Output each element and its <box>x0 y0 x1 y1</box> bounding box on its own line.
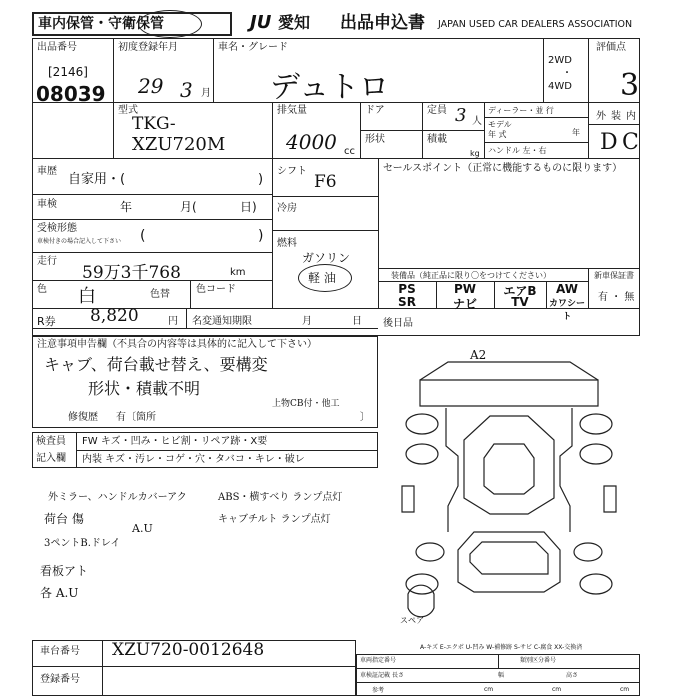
fuel-gasoline: ガソリン <box>302 251 351 265</box>
doors-label: ドア <box>365 105 385 116</box>
diagram-mark: A2 <box>470 348 487 362</box>
legend-length: 長さ <box>392 672 405 679</box>
shift-label: シフト <box>277 166 307 177</box>
type-line2: XZU720M <box>132 134 226 155</box>
drive-4wd: 4WD <box>548 81 572 92</box>
legend-vehicle-number: 車両指定番号 <box>360 657 397 664</box>
registration-month-unit: 月 <box>201 88 211 99</box>
equip-kawa-seat: カワシート <box>548 299 585 322</box>
storage-label: 車内保管・守衛保管 <box>38 16 164 32</box>
legend-class-number: 類別区分番号 <box>520 657 557 664</box>
dealer-year-unit: 年 <box>572 128 580 137</box>
registration-label: 初度登録年月 <box>118 42 178 53</box>
shift-value: F6 <box>314 172 337 192</box>
drive-2wd: 2WD <box>548 55 572 66</box>
dealer-year-label: 年 式 <box>488 130 507 139</box>
inspection-day: 日) <box>240 200 257 214</box>
equip-ps: PS <box>398 282 416 296</box>
inspector-note-1: 外ミラー、ハンドルカバーアク <box>48 492 187 503</box>
lot-number: 08039 <box>36 82 106 106</box>
exterior-grade: D <box>600 130 618 155</box>
logo-text: 愛知 <box>278 13 311 32</box>
recycle-label: R券 <box>37 315 56 328</box>
inspector-note-8: 各 A.U <box>40 586 79 600</box>
mileage-value: 59万3千768 <box>82 263 181 283</box>
fuel-selected-circle <box>298 264 352 292</box>
color-label: 色 <box>37 284 47 295</box>
color-swap-label: 色替 <box>150 289 170 300</box>
legend-width: 幅 <box>498 672 505 679</box>
shape-label: 形状 <box>365 134 385 145</box>
lot-label: 出品番号 <box>37 42 77 53</box>
inspector-entry-label: 記入欄 <box>36 453 66 464</box>
color-code-label: 色コード <box>196 284 236 295</box>
legend-reference: 参考 <box>372 687 385 694</box>
legend-line1: A-キズ E-エクボ U-凹み W-補修跡 S-サビ C-腐食 XX-交換済 <box>420 644 583 651</box>
inspector-exterior-row: FW キズ・凹み・ヒビ割・リペア跡・X要 <box>82 436 268 447</box>
sales-point-label: セールスポイント（正常に機能するものに限ります） <box>383 163 623 174</box>
fuel-diesel: 軽 油 <box>308 271 336 285</box>
inspection-label: 車検 <box>37 199 57 210</box>
repair-close: 〕 <box>360 412 370 423</box>
interior-label: 内 <box>626 111 636 122</box>
equip-sr: SR <box>398 295 416 309</box>
receive-label: 受検形態 <box>37 223 77 234</box>
logo-mark: JU <box>250 12 272 33</box>
exterior-label: 外 <box>596 111 606 122</box>
notes-label: 注意事項申告欄（不具合の内容等は具体的に記入して下さい） <box>37 339 317 350</box>
dealer-model-label: モデル <box>488 120 512 129</box>
inspector-note-3: 荷台 傷 <box>44 512 84 526</box>
legend-height: 高さ <box>566 672 579 679</box>
displacement-value: 4000 <box>286 130 337 154</box>
receive-close: ) <box>258 228 264 244</box>
mileage-label: 走行 <box>37 256 57 267</box>
capacity-value: 3 <box>455 105 467 126</box>
spare-label: スペア <box>400 616 424 625</box>
legend-unit-2: cm <box>552 686 562 693</box>
receive-note: 車検付きの場合記入して下さい <box>37 238 122 245</box>
recycle-value: 8,820 <box>90 306 139 326</box>
back-seat-label: 後日品 <box>383 318 413 329</box>
dealer-label: ディーラー・並 行 <box>488 106 554 115</box>
type-label: 型式 <box>118 105 138 116</box>
exterior-interior-sep: 装 <box>611 111 621 122</box>
legend-unit-1: cm <box>484 686 494 693</box>
notes-line3: 上物CB付・他工 <box>272 399 340 409</box>
form-title: 出品申込書 <box>340 13 425 33</box>
name-change-month: 月 <box>302 316 312 327</box>
interior-grade: C <box>622 130 639 155</box>
association-name: JAPAN USED CAR DEALERS ASSOCIATION <box>438 19 633 30</box>
registration-year: 29 <box>138 74 164 98</box>
inspector-note-6: A.U <box>132 522 153 535</box>
plate-label: 登録番号 <box>40 674 80 685</box>
storage-circle <box>138 10 202 38</box>
inspector-note-4: キャブチルト ランプ点灯 <box>218 514 331 525</box>
equip-pw: PW <box>453 282 477 296</box>
load-unit: kg <box>470 149 480 158</box>
history-label: 車歴 <box>37 166 57 177</box>
receive-open: ( <box>140 228 146 244</box>
notes-line2: 形状・積載不明 <box>88 379 201 398</box>
inspector-label: 検査員 <box>36 436 66 447</box>
inspector-interior-row: 内装 キズ・汚レ・コゲ・穴・タバコ・キレ・破レ <box>82 454 305 465</box>
model-name-label: 車名・グレード <box>218 42 288 53</box>
capacity-label: 定員 <box>427 105 447 116</box>
recycle-unit: 円 <box>168 316 178 327</box>
capacity-unit: 人 <box>472 116 482 127</box>
mileage-unit: km <box>230 267 246 278</box>
evaluation-score: 3 <box>620 68 640 103</box>
inspector-note-7: 看板アト <box>40 564 89 578</box>
legend-registration: 車検証記載 <box>360 672 391 679</box>
chassis-label: 車台番号 <box>40 646 80 657</box>
inspector-note-2: ABS・横すべり ランプ点灯 <box>218 492 343 503</box>
displacement-unit: cc <box>344 146 355 157</box>
inspection-year: 年 <box>120 200 133 214</box>
lot-subcode: [2146] <box>48 65 88 79</box>
inspector-note-5: 3ペントB.ドレイ <box>44 538 121 549</box>
displacement-label: 排気量 <box>277 105 307 116</box>
notes-line1: キャブ、荷台載せ替え、要構変 <box>44 355 268 374</box>
evaluation-label: 評価点 <box>596 42 626 53</box>
drive-separator: ・ <box>562 68 572 79</box>
equip-navi: ナビ <box>452 297 477 311</box>
name-change-day: 日 <box>352 316 362 327</box>
model-name-value: デュトロ <box>270 70 390 105</box>
dealer-handle-label: ハンドル 左・右 <box>488 146 547 155</box>
registration-month: 3 <box>180 78 193 102</box>
name-change-label: 名変通知期限 <box>192 316 252 327</box>
load-label: 積載 <box>427 134 447 145</box>
type-line1: TKG- <box>132 114 176 134</box>
repair-value: 有〔箇所 <box>116 412 156 423</box>
color-value: 白 <box>78 286 96 307</box>
equip-tv: TV <box>511 295 529 309</box>
repair-label: 修復歴 <box>68 412 98 423</box>
history-value: 自家用・( <box>68 172 126 187</box>
cooling-label: 冷房 <box>277 203 297 214</box>
chassis-value: XZU720-0012648 <box>112 640 265 660</box>
fuel-label: 燃料 <box>277 238 297 249</box>
equip-aw: AW <box>556 282 578 296</box>
equipment-label: 装備品（純正品に限り〇をつけてください） <box>391 271 551 280</box>
legend-unit-3: cm <box>620 686 630 693</box>
equip-airbag: エアB <box>503 284 537 298</box>
warranty-options: 有 ・ 無 <box>598 292 635 303</box>
warranty-label: 新車保証書 <box>594 271 634 280</box>
inspection-month: 月( <box>180 200 197 214</box>
truck-damage-diagram <box>378 336 640 632</box>
history-close: ) <box>258 172 264 187</box>
